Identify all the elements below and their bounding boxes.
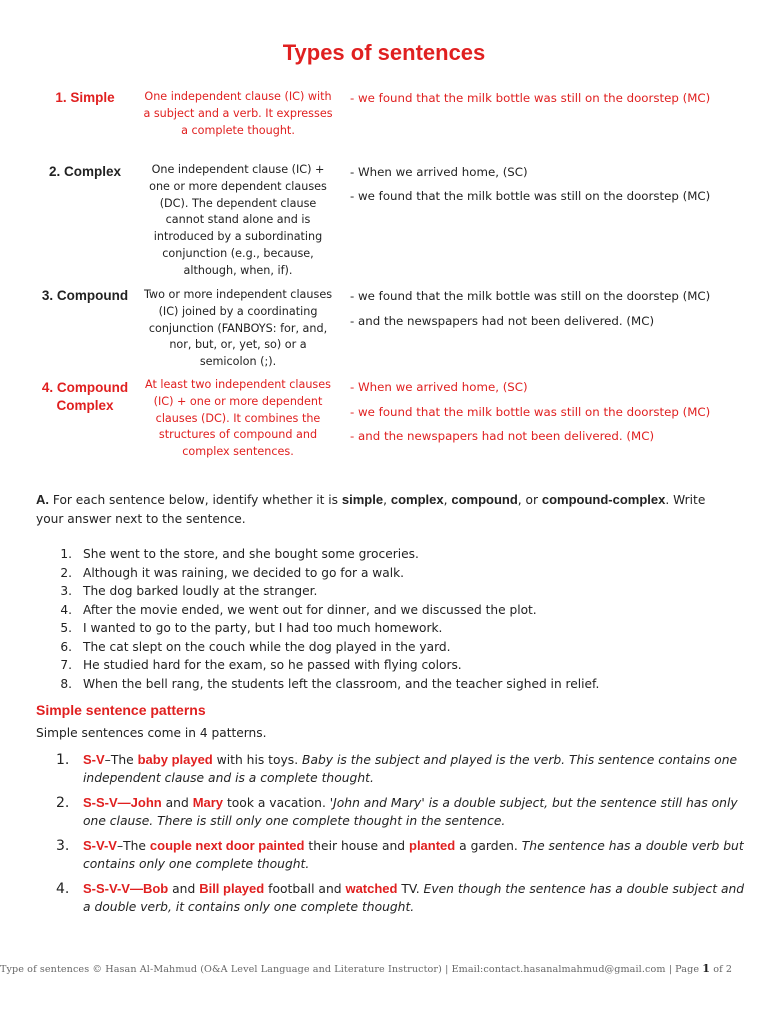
type-compound-description: Two or more independent clauses (IC) joined by a coordinating conjunction (FANBOYS: for, and, nor, but, or, yet, so) or a semicolon (;).	[143, 288, 333, 369]
pattern-highlight: couple next door painted	[149, 838, 305, 853]
footer-page-number: 1	[702, 962, 711, 975]
pattern-text: football and	[264, 882, 346, 896]
pattern-text: TV.	[397, 882, 424, 896]
option-compound-complex: compound-complex	[541, 492, 666, 507]
type-simple-name: 1. Simple	[55, 90, 115, 105]
option-complex: complex	[390, 492, 444, 507]
footer-text: Type of sentences © Hasan Al-Mahmud (O&A Level Language and Literature Instructor) | Email:contact.hasanalmahmud@gmail.com | Page	[0, 964, 703, 975]
exercise-sentence: I wanted to go to the party, but I had too much homework.	[83, 621, 443, 635]
pattern-text: and	[161, 796, 193, 810]
pattern-text: and	[168, 882, 200, 896]
list-number: 5.	[60, 621, 72, 635]
pattern-number: 1.	[56, 752, 70, 768]
list-number: 4.	[60, 602, 72, 617]
list-item	[36, 656, 736, 675]
instruction-sep-1: ,	[383, 493, 391, 507]
patterns-heading: Simple sentence patterns	[36, 702, 206, 718]
type-simple-example-1: - we found that the milk bottle was still on the doorstep (MC)	[350, 91, 711, 105]
pattern-explanation: Even though the sentence has a double subject and a double verb, it contains only one complete thought.	[83, 882, 745, 914]
exercise-label: A.	[36, 492, 49, 507]
footer-page-total: of 2	[710, 964, 733, 975]
option-compound: compound	[451, 492, 518, 507]
exercise-sentence: Although it was raining, we decided to go for a walk.	[83, 565, 405, 580]
list-number: 8.	[60, 676, 72, 691]
pattern-code: S-S-V-V—Bob	[83, 881, 169, 896]
pattern-text: –The	[104, 753, 138, 767]
type-compound-example-1: - we found that the milk bottle was still on the doorstep (MC)	[350, 289, 711, 303]
type-compound-complex-description: At least two independent clauses (IC) + one or more dependent clauses (DC). It combines the structures of compound and complex sentences.	[145, 378, 331, 459]
pattern-code: S-V	[83, 752, 105, 767]
pattern-text: took a vacation.	[223, 796, 330, 810]
pattern-code: S-V-V	[83, 838, 117, 853]
pattern-text: with his toys.	[212, 753, 303, 767]
pattern-body	[83, 751, 746, 787]
exercise-sentence: The cat slept on the couch while the dog played in the yard.	[83, 639, 451, 654]
list-number: 6.	[60, 639, 72, 654]
list-item	[36, 545, 736, 564]
instruction-text-2: . Write your answer next to the sentence.	[36, 493, 706, 526]
page-footer	[0, 962, 733, 975]
list-number: 2.	[60, 565, 72, 580]
list-item	[36, 675, 736, 694]
type-complex-example-2: - we found that the milk bottle was still on the doorstep (MC)	[350, 189, 711, 203]
exercise-instructions	[36, 490, 736, 529]
pattern-explanation: Baby is the subject and played is the verb. This sentence contains one independent clause and is a complete thought.	[83, 753, 738, 785]
pattern-highlight: Mary	[192, 795, 224, 810]
list-item	[36, 582, 736, 601]
pattern-explanation: The sentence has a double verb but contains only one complete thought.	[83, 839, 744, 871]
pattern-body	[83, 880, 746, 916]
type-complex-description: One independent clause (IC) + one or more dependent clauses (DC). The dependent clause cannot stand alone and is introduced by a subordinating conjunction (e.g., because, although, when, if).	[149, 163, 327, 277]
list-number: 1.	[60, 547, 72, 561]
exercise-sentence: The dog barked loudly at the stranger.	[83, 584, 318, 598]
pattern-text: their house and	[304, 839, 409, 853]
pattern-item	[56, 794, 746, 830]
pattern-item	[56, 751, 746, 787]
exercise-sentence-list	[36, 545, 736, 693]
list-item	[36, 601, 736, 620]
type-complex-name: 2. Complex	[48, 164, 122, 179]
pattern-item	[56, 837, 746, 873]
type-compound-complex-example-2: - we found that the milk bottle was still on the doorstep (MC)	[350, 405, 711, 419]
instruction-sep-3: , or	[517, 493, 542, 507]
pattern-code: S-S-V—John	[83, 795, 162, 810]
pattern-number: 4.	[56, 881, 70, 897]
list-number: 3.	[60, 584, 72, 598]
instruction-sep-2: ,	[443, 493, 452, 507]
exercise-sentence: When the bell rang, the students left the classroom, and the teacher sighed in relief.	[83, 676, 600, 691]
exercise-sentence: He studied hard for the exam, so he passed with flying colors.	[83, 658, 462, 672]
type-compound-example-2: - and the newspapers had not been delivered. (MC)	[350, 314, 655, 328]
option-simple: simple	[341, 492, 384, 507]
pattern-number: 2.	[56, 795, 70, 811]
type-simple-description: One independent clause (IC) with a subject and a verb. It expresses a complete thought.	[143, 90, 333, 137]
type-complex-example-1: - When we arrived home, (SC)	[350, 165, 528, 179]
patterns-intro: Simple sentences come in 4 patterns.	[36, 726, 267, 740]
list-item	[36, 619, 736, 638]
type-compound-complex-name: 4. Compound Complex	[41, 380, 129, 413]
pattern-explanation: 'John and Mary' is a double subject, but the sentence still has only one clause. There is still only one complete thought in the sentence.	[83, 796, 738, 828]
pattern-text: –The	[116, 839, 150, 853]
list-item	[36, 564, 736, 583]
page-title: Types of sentences	[282, 40, 486, 65]
pattern-highlight: watched	[345, 881, 398, 896]
list-item	[36, 638, 736, 657]
pattern-number: 3.	[56, 838, 70, 854]
pattern-highlight: Bill played	[199, 881, 265, 896]
pattern-highlight: baby played	[137, 752, 213, 767]
exercise-sentence: After the movie ended, we went out for dinner, and we discussed the plot.	[83, 602, 537, 617]
exercise-sentence: She went to the store, and she bought some groceries.	[83, 547, 419, 561]
instruction-text-1: For each sentence below, identify whether it is	[49, 493, 342, 507]
pattern-body	[83, 837, 746, 873]
type-compound-complex-example-1: - When we arrived home, (SC)	[350, 380, 528, 394]
pattern-body	[83, 794, 746, 830]
type-compound-complex-example-3: - and the newspapers had not been delivered. (MC)	[350, 429, 655, 443]
pattern-highlight: planted	[409, 838, 456, 853]
pattern-text: a garden.	[455, 839, 522, 853]
type-compound-name: 3. Compound	[41, 288, 129, 303]
pattern-item	[56, 880, 746, 916]
list-number: 7.	[60, 658, 72, 672]
